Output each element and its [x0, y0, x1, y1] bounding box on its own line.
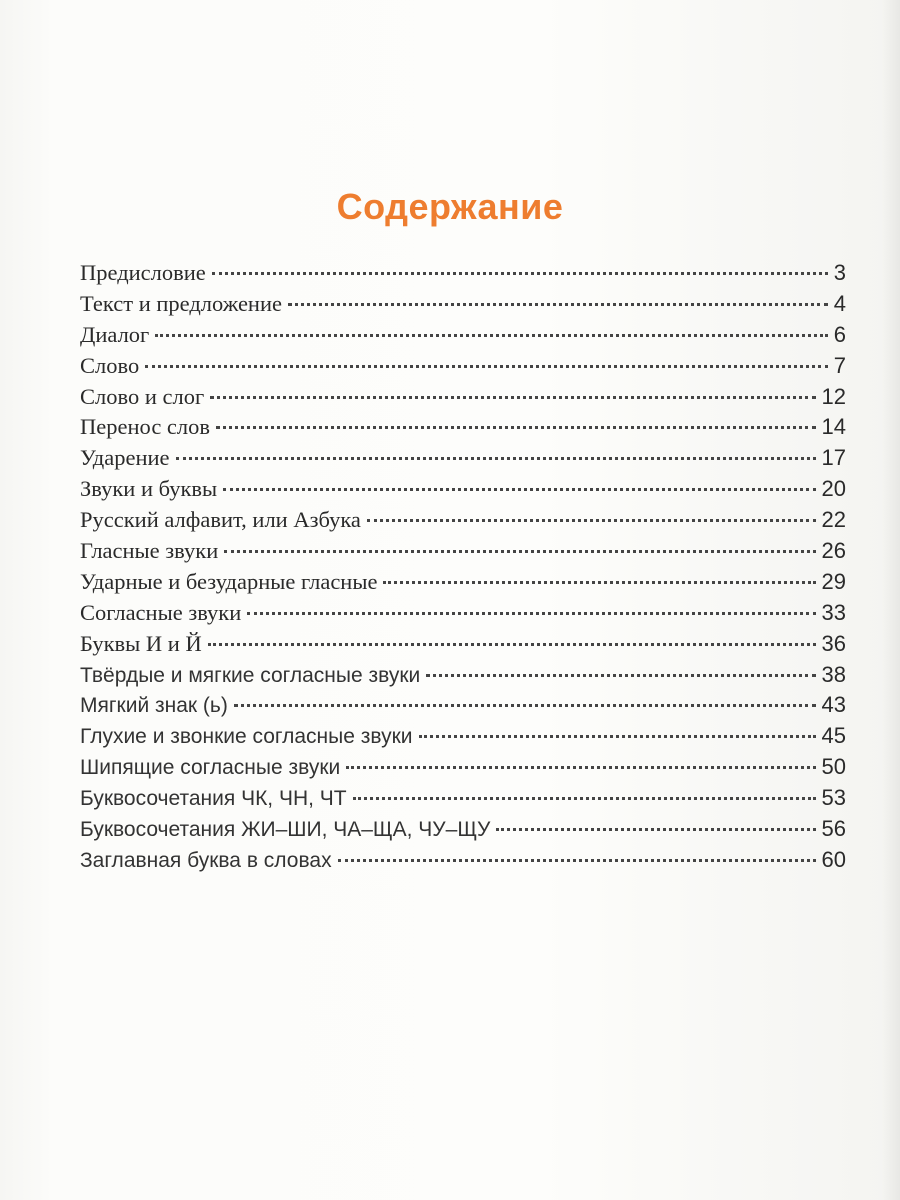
dot-leader: [155, 334, 827, 337]
toc-entry-page: 60: [821, 846, 846, 872]
toc-entry-title: Предисловие: [80, 260, 206, 285]
toc-entry-title: Твёрдые и мягкие согласные звуки: [80, 663, 421, 687]
toc-entry-10[interactable]: [80, 569, 846, 600]
toc-entry-title: Буквы И и Й: [80, 630, 202, 656]
toc-entry-0[interactable]: [80, 260, 846, 291]
dot-leader: [346, 766, 815, 769]
toc-entry-8[interactable]: [80, 507, 846, 538]
toc-entry-page: 3: [833, 260, 846, 285]
toc-entry-12[interactable]: [80, 631, 846, 662]
toc-entry-page: 22: [821, 507, 846, 533]
page-title: Содержание: [336, 186, 564, 227]
toc-entry-title: Гласные звуки: [80, 538, 219, 564]
dot-leader: [367, 519, 816, 522]
toc-entry-title: Заглавная буква в словах: [80, 848, 332, 872]
toc-entry-page: 7: [833, 352, 846, 378]
toc-entry-2[interactable]: [80, 322, 846, 353]
toc-entry-page: 56: [821, 816, 846, 842]
toc-entry-1[interactable]: [80, 291, 846, 322]
table-of-contents: [80, 260, 846, 878]
toc-entry-5[interactable]: [80, 414, 846, 445]
dot-leader: [224, 550, 815, 553]
dot-leader: [145, 365, 828, 368]
toc-entry-page: 38: [821, 661, 846, 687]
dot-leader: [288, 303, 828, 306]
toc-entry-3[interactable]: [80, 353, 846, 384]
toc-entry-title: Согласные звуки: [80, 599, 242, 625]
toc-entry-title: Перенос слов: [80, 414, 211, 440]
dot-leader: [208, 643, 816, 646]
dot-leader: [496, 828, 815, 831]
toc-entry-page: 12: [821, 383, 846, 409]
show-through-text: [580, 28, 840, 204]
toc-entry-title: Шипящие согласные звуки: [80, 756, 341, 780]
toc-entry-title: Ударение: [80, 445, 170, 471]
dot-leader: [383, 581, 815, 584]
dot-leader: [223, 488, 815, 491]
toc-entry-page: 4: [833, 290, 846, 316]
toc-entry-page: 6: [833, 321, 846, 347]
toc-entry-11[interactable]: [80, 600, 846, 631]
toc-entry-14[interactable]: [80, 692, 846, 723]
toc-entry-title: Русский алфавит, или Азбука: [80, 507, 361, 533]
dot-leader: [210, 396, 815, 399]
toc-entry-17[interactable]: [80, 785, 846, 816]
toc-entry-page: 36: [821, 630, 846, 656]
dot-leader: [176, 457, 816, 460]
toc-entry-9[interactable]: [80, 538, 846, 569]
toc-entry-15[interactable]: [80, 723, 846, 754]
toc-entry-title: Слово: [80, 352, 140, 378]
toc-entry-page: 50: [821, 754, 846, 780]
dot-leader: [212, 272, 828, 275]
toc-entry-title: Буквосочетания ЧК, ЧН, ЧТ: [80, 787, 347, 811]
toc-entry-title: Текст и предложение: [80, 290, 283, 316]
toc-entry-19[interactable]: [80, 847, 846, 878]
toc-entry-6[interactable]: [80, 445, 846, 476]
dot-leader: [216, 426, 815, 429]
toc-entry-16[interactable]: [80, 754, 846, 785]
page-edge-shadow: [882, 0, 900, 1200]
toc-entry-title: Мягкий знак (ь): [80, 694, 228, 718]
dot-leader: [426, 674, 815, 677]
toc-entry-title: Слово и слог: [80, 383, 205, 409]
toc-entry-page: 26: [821, 538, 846, 564]
toc-entry-title: Ударные и безударные гласные: [80, 568, 378, 594]
toc-entry-page: 17: [821, 445, 846, 471]
toc-entry-title: Буквосочетания ЖИ–ШИ, ЧА–ЩА, ЧУ–ЩУ: [80, 818, 491, 842]
dot-leader: [338, 859, 816, 862]
toc-entry-4[interactable]: [80, 384, 846, 415]
dot-leader: [247, 612, 815, 615]
toc-entry-title: Глухие и звонкие согласные звуки: [80, 725, 413, 749]
toc-entry-page: 33: [821, 599, 846, 625]
dot-leader: [353, 797, 816, 800]
toc-entry-page: 43: [821, 692, 846, 718]
toc-entry-page: 53: [821, 785, 846, 811]
toc-entry-page: 20: [821, 476, 846, 502]
toc-entry-title: Звуки и буквы: [80, 476, 218, 502]
toc-entry-18[interactable]: [80, 816, 846, 847]
toc-entry-page: 14: [821, 414, 846, 440]
toc-entry-page: 45: [821, 723, 846, 749]
toc-entry-13[interactable]: [80, 662, 846, 693]
dot-leader: [419, 735, 816, 738]
toc-entry-7[interactable]: [80, 476, 846, 507]
toc-entry-title: Диалог: [80, 321, 150, 347]
toc-entry-page: 29: [821, 568, 846, 594]
dot-leader: [234, 704, 816, 707]
